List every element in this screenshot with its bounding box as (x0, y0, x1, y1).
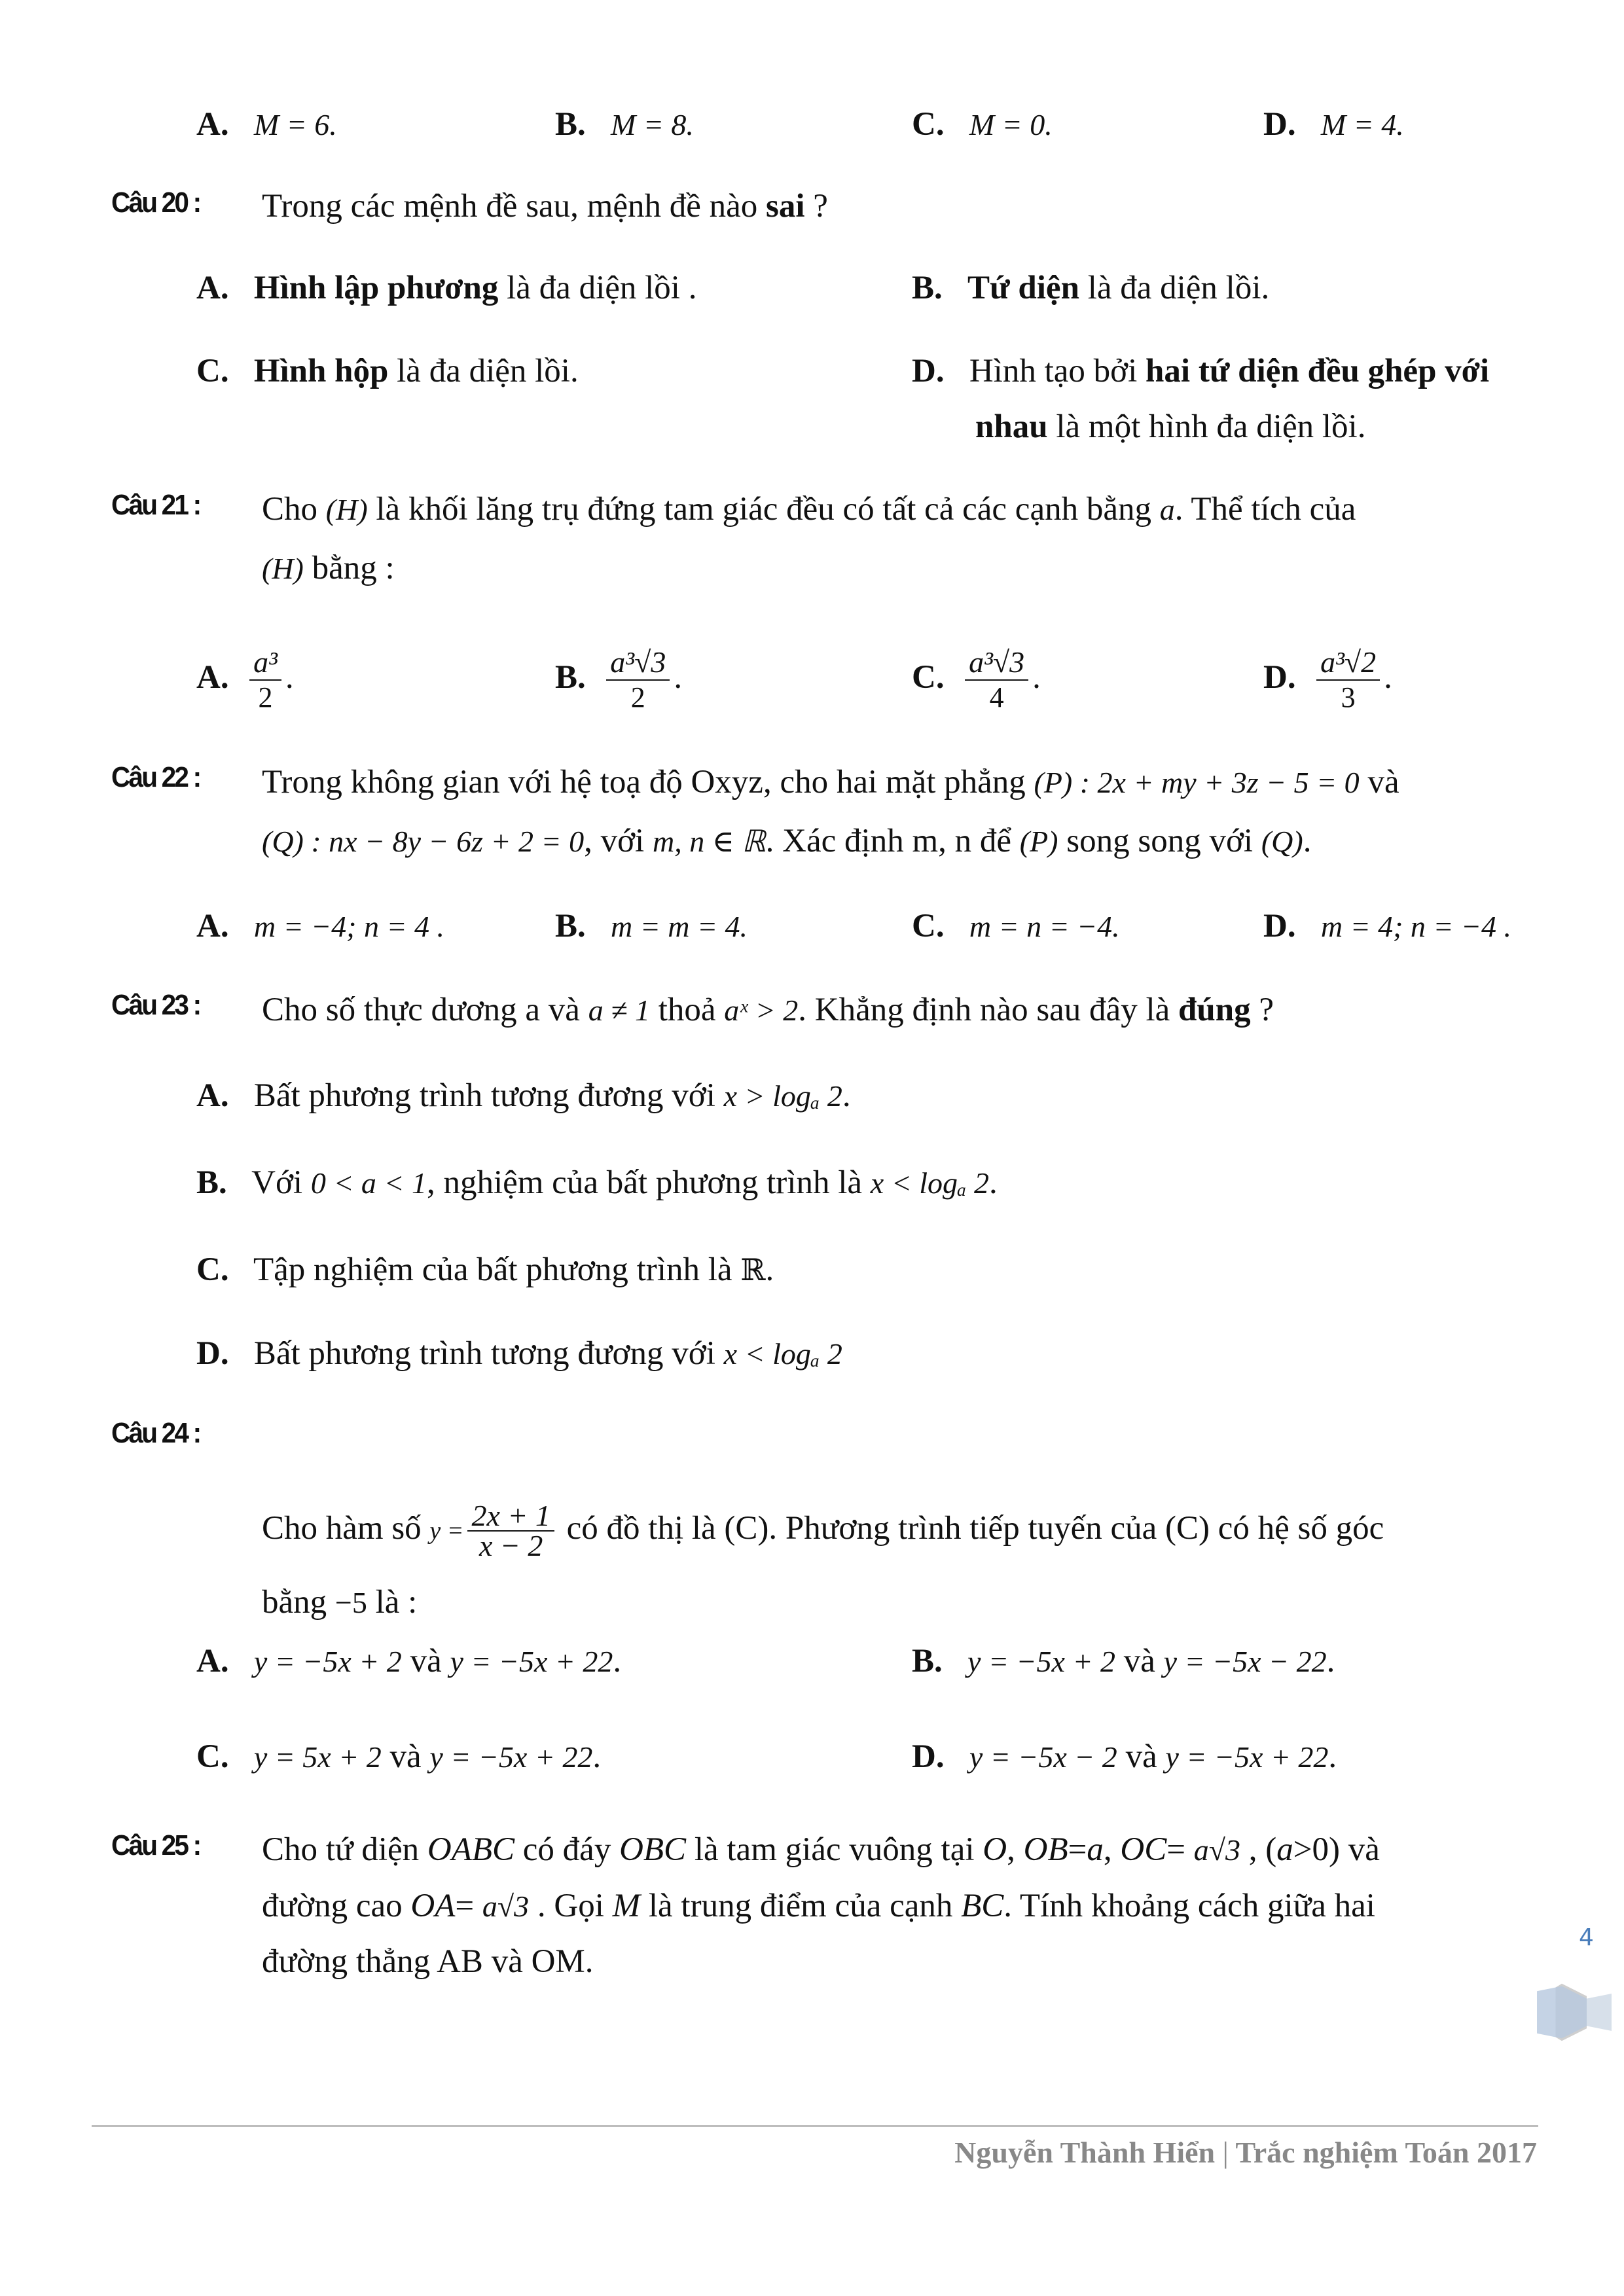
text-span: là khối lăng trụ đứng tam giác đều có tất cả các cạnh bằng (367, 491, 1160, 528)
q24-option-b[interactable] (912, 1641, 1335, 1681)
text-span: >0) và (1293, 1831, 1380, 1868)
q24-option-c[interactable] (196, 1737, 601, 1777)
footer-separator: | (1222, 2136, 1229, 2169)
text-span: y = −5x − 22 (1163, 1645, 1327, 1678)
text-span: m = −4; n = 4 . (253, 910, 445, 943)
text-span: 2x + 1 (467, 1501, 554, 1532)
text-span: (H) (325, 493, 368, 526)
question-stem (262, 187, 828, 226)
q23-option-c[interactable] (196, 1250, 774, 1290)
text-span: OC (1120, 1831, 1167, 1868)
text-span: 2 (258, 681, 273, 714)
question-label: Câu 21 : (111, 489, 200, 521)
text-span: x < logₐ 2 (723, 1337, 842, 1371)
text-span: , ( (1240, 1831, 1277, 1868)
text-span: Hình hộp (253, 353, 389, 389)
text-span: OB (1023, 1831, 1068, 1868)
text-span: là : (367, 1584, 418, 1621)
option-text: M = 0. (969, 108, 1053, 141)
text-span: x < logₐ 2 (870, 1166, 989, 1200)
text-span: . (842, 1077, 851, 1114)
text-span: , nghiệm của bất phương trình là (426, 1164, 871, 1201)
option-text: M = 8. (611, 108, 694, 141)
text-span: và (381, 1738, 430, 1775)
text-span: A. (196, 270, 229, 306)
text-span: (H) (262, 552, 304, 585)
text-span: y = −5x + 22 (1165, 1740, 1329, 1774)
text-span: , với (584, 823, 653, 859)
text-span: là đa diện lồi . (498, 270, 697, 306)
book-decoration-icon (1536, 1981, 1612, 2043)
text-span: là một hình đa diện lồi. (1047, 408, 1366, 445)
text-span: Bất phương trình tương đương với (253, 1335, 724, 1372)
text-span: Bất phương trình tương đương với (253, 1077, 724, 1114)
fraction (606, 645, 670, 715)
text-span: . Xác định m, n để (765, 823, 1020, 859)
q20-option-a[interactable] (196, 268, 696, 308)
text-span: bằng (262, 1584, 335, 1621)
text-span: A. (196, 1077, 229, 1114)
text-span: (P) : 2x + my + 3z − 5 = 0 (1034, 766, 1360, 799)
text-span: 3 (1341, 681, 1356, 714)
footer-divider (92, 2125, 1538, 2127)
q19-option-c[interactable] (912, 105, 1053, 145)
text-span: và (1115, 1643, 1164, 1679)
option-label: D. (1263, 106, 1296, 143)
text-span: . (613, 1643, 622, 1679)
text-span: OA (410, 1888, 456, 1924)
q21-option-b[interactable]: B. $\frac{\text{a³√3}}{2}$ . (555, 645, 683, 714)
option-label: C. (912, 106, 945, 143)
text-span: là đa diện lồi. (1079, 270, 1270, 306)
text-span: . (988, 1164, 998, 1201)
q23-option-a[interactable] (196, 1076, 851, 1116)
text-span: và (401, 1643, 450, 1679)
text-span: D. (912, 353, 945, 389)
text-span: = (455, 1888, 482, 1924)
text-span: D. (912, 1738, 945, 1775)
text-span: 2 (630, 681, 645, 714)
q20-option-d-cont (975, 407, 1365, 446)
text-span: B. (912, 270, 943, 306)
question-stem (262, 490, 1356, 529)
q20-option-c[interactable] (196, 351, 579, 391)
text-span: Tập nghiệm của bất phương trình là (253, 1251, 741, 1288)
text-span: Hình tạo bởi (969, 353, 1146, 389)
footer (954, 2135, 1537, 2170)
text-span: Cho tứ diện (262, 1831, 427, 1868)
fraction (467, 1499, 554, 1563)
text-span: B. (196, 1164, 227, 1201)
q22-option-d[interactable] (1263, 906, 1511, 946)
text-span: . (1328, 1738, 1337, 1775)
q20-option-d[interactable] (912, 351, 1489, 391)
text-span: C. (196, 353, 229, 389)
text-span: 4 (989, 681, 1004, 714)
option-label: A. (196, 106, 229, 143)
text-span: y = 5x + 2 (253, 1740, 382, 1774)
text-span: thoả (649, 992, 725, 1028)
text-span: . (592, 1738, 602, 1775)
text-span: m = m = 4. (611, 910, 748, 943)
text-span: m, n ∈ ℝ (652, 825, 766, 858)
text-span: D. (1263, 908, 1296, 944)
q23-option-b[interactable] (196, 1163, 998, 1203)
question-stem (262, 990, 1274, 1030)
text-span: a (1159, 493, 1175, 526)
text-span: (P) (1019, 825, 1058, 858)
text-span: C. (196, 1251, 229, 1288)
question-stem-cont (262, 1583, 417, 1623)
text-span: sai (766, 188, 805, 224)
text-span: A. (196, 659, 229, 696)
text-span: m = n = −4. (969, 910, 1120, 943)
text-span: Trong các mệnh đề sau, mệnh đề nào (262, 188, 767, 224)
q22-option-c[interactable] (912, 906, 1120, 946)
text-span: (Q) : nx − 8y − 6z + 2 = 0 (262, 825, 585, 858)
question-stem-cont: đường thẳng AB và OM. (262, 1943, 594, 1980)
question-stem (262, 762, 1399, 802)
text-span: đường cao (262, 1888, 411, 1924)
text-span (1587, 1994, 1612, 2031)
text-span: M (612, 1888, 641, 1924)
text-span: ? (804, 188, 828, 224)
question-stem-cont (262, 821, 1311, 861)
q21-option-c[interactable]: C. $\frac{\text{a³√3}}{4}$ . (912, 645, 1041, 714)
text-span: a (1276, 1831, 1293, 1868)
text-span: a (1087, 1831, 1104, 1868)
text-span: B. (555, 908, 586, 944)
text-span: y = −5x + 2 (253, 1645, 402, 1678)
text-span: là trung điểm của cạnh (640, 1888, 962, 1924)
q24-option-a[interactable] (196, 1641, 621, 1681)
text-span: C. (912, 659, 945, 696)
text-span: Với (251, 1164, 311, 1201)
text-span: có đồ thị là (C). Phương trình tiếp tuyến của (C) có hệ số góc (558, 1510, 1384, 1547)
text-span: là đa diện lồi. (388, 353, 579, 389)
q24-option-d[interactable] (912, 1737, 1337, 1777)
fraction (1316, 645, 1380, 715)
text-span: −5 (334, 1586, 367, 1619)
text-span: OABC (427, 1831, 515, 1868)
text-span: và (1359, 764, 1399, 800)
footer-title: Trắc nghiệm Toán 2017 (1235, 2136, 1537, 2169)
question-label: Câu 25 : (111, 1829, 200, 1861)
q21-option-a[interactable]: A. $\frac{\text{a³}}{2}$ . (196, 645, 294, 714)
text-span: = (1166, 1831, 1194, 1868)
text-span: B. (555, 659, 586, 696)
text-span: . Gọi (529, 1888, 613, 1924)
text-span: C. (196, 1738, 229, 1775)
question-label: Câu 20 : (111, 187, 200, 219)
text-span: y = −5x + 22 (429, 1740, 593, 1774)
q22-option-a[interactable] (196, 906, 444, 946)
question-stem (262, 1492, 1384, 1567)
option-text: M = 6. (253, 108, 337, 141)
text-span: BC (961, 1888, 1004, 1924)
text-span: a√3 (482, 1890, 530, 1923)
q23-option-d[interactable] (196, 1334, 842, 1374)
text-span: bằng : (303, 550, 395, 586)
q19-option-a[interactable] (196, 105, 337, 145)
q19-option-b[interactable] (555, 105, 694, 145)
footer-author: Nguyễn Thành Hiển (954, 2136, 1216, 2169)
text-span: , (1007, 1831, 1024, 1868)
text-span: O (983, 1831, 1007, 1868)
question-label: Câu 24 : (111, 1417, 200, 1449)
text-span: Cho số thực dương a và (262, 992, 588, 1028)
text-span: ℝ (740, 1253, 766, 1287)
text-span: x − 2 (478, 1529, 543, 1563)
text-span: có đáy (514, 1831, 620, 1868)
text-span: đúng (1178, 992, 1251, 1028)
page-number: 4 (1579, 1924, 1594, 1951)
text-span: là tam giác vuông tại (686, 1831, 983, 1868)
option-text: M = 4. (1320, 108, 1404, 141)
text-span: song song với (1058, 823, 1261, 859)
text-span: C. (912, 908, 945, 944)
text-span: 0 < a < 1 (310, 1166, 427, 1200)
text-span: D. (1263, 659, 1296, 696)
text-span: A. (196, 1643, 229, 1679)
q19-option-d[interactable] (1263, 105, 1404, 145)
question-stem-cont (262, 548, 395, 588)
text-span: aˣ > 2 (724, 994, 799, 1027)
text-span: . Tính khoảng cách giữa hai (1003, 1888, 1375, 1924)
text-span: . (765, 1251, 774, 1288)
fraction (249, 645, 281, 715)
text-span: . Thể tích của (1174, 491, 1356, 528)
text-span: a³ (249, 645, 281, 681)
text-span: = (1068, 1831, 1087, 1868)
text-span: . Khẳng định nào sau đây là (798, 992, 1178, 1028)
text-span: Cho hàm số (262, 1510, 430, 1547)
text-span: và (1117, 1738, 1166, 1775)
text-span: Hình lập phương (253, 270, 499, 306)
text-span: . (1303, 823, 1312, 859)
fraction (965, 645, 1028, 715)
text-span: A. (196, 908, 229, 944)
text-span: D. (196, 1335, 229, 1372)
q22-option-b[interactable] (555, 906, 748, 946)
text-span: y = −5x + 22 (450, 1645, 613, 1678)
q21-option-d[interactable]: D. $\frac{\text{a³√2}}{3}$ . (1263, 645, 1392, 714)
text-span: y = −5x − 2 (969, 1740, 1117, 1774)
text-span: Trong không gian với hệ toạ độ Oxyz, cho hai mặt phẳng (262, 764, 1034, 800)
text-span: a ≠ 1 (588, 994, 650, 1027)
text-span: . (1326, 1643, 1335, 1679)
text-span: OBC (619, 1831, 687, 1868)
question-stem-cont (262, 1886, 1375, 1926)
question-label: Câu 22 : (111, 761, 200, 793)
question-stem (262, 1830, 1380, 1870)
text-span: Tứ diện (967, 270, 1079, 306)
text-span: Cho (262, 491, 326, 528)
text-span: , (1103, 1831, 1121, 1868)
text-span: a³√3 (965, 645, 1028, 681)
text-span: a³√3 (606, 645, 670, 681)
text-span: x > logₐ 2 (723, 1079, 842, 1113)
question-label: Câu 23 : (111, 989, 200, 1021)
q20-option-b[interactable] (912, 268, 1269, 308)
text-span: a³√2 (1316, 645, 1380, 681)
text-span: m = 4; n = −4 . (1320, 910, 1512, 943)
text-span: nhau (975, 408, 1048, 445)
text-span: (Q) (1261, 825, 1303, 858)
text-span: a√3 (1193, 1833, 1240, 1867)
text-span: ? (1250, 992, 1274, 1028)
text-span: hai tứ diện đều ghép với (1146, 353, 1490, 389)
text-span: y = −5x + 2 (967, 1645, 1115, 1678)
text-span: B. (912, 1643, 943, 1679)
option-label: B. (555, 106, 586, 143)
text-span: y = (429, 1517, 464, 1545)
